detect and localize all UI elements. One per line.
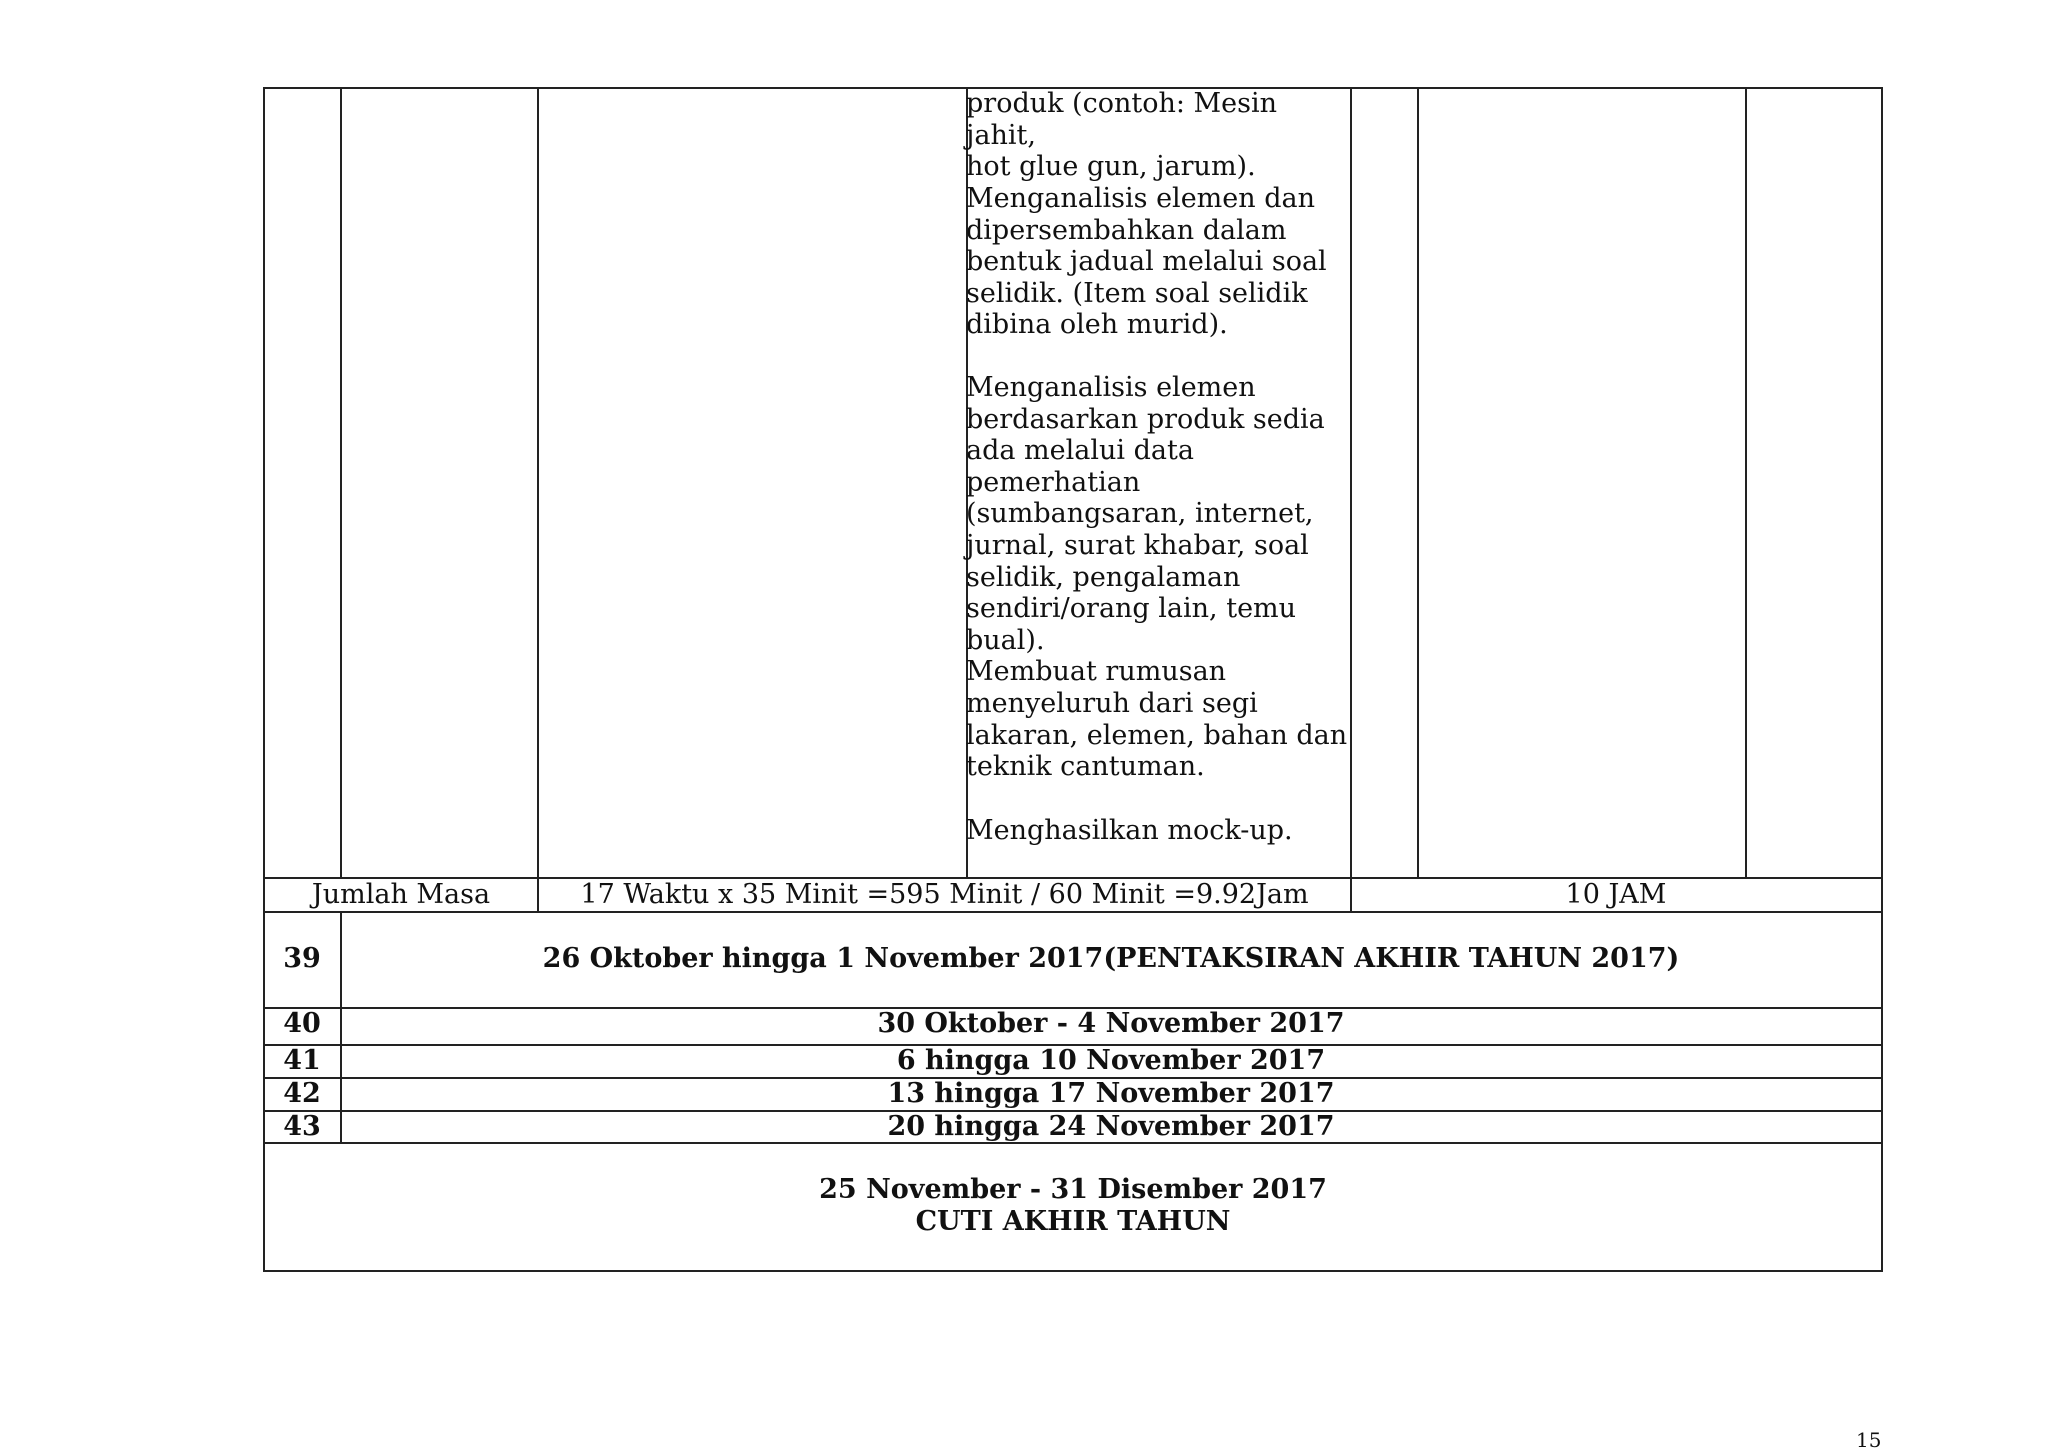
summary-total: 10 JAM [1565, 879, 1667, 910]
week-dates: 26 Oktober hingga 1 November 2017(PENTAKSIRAN AKHIR TAHUN 2017) [542, 943, 1680, 974]
holiday-label: CUTI AKHIR TAHUN [915, 1206, 1231, 1237]
week-dates: 30 Oktober - 4 November 2017 [877, 1008, 1345, 1039]
week-dates: 13 hingga 17 November 2017 [887, 1078, 1335, 1109]
col-divider [1745, 87, 1747, 878]
table-border-bottom [263, 1270, 1883, 1272]
col-divider [1417, 87, 1419, 878]
row-divider [263, 1142, 1883, 1144]
week-number: 41 [283, 1045, 321, 1076]
activity-text-4: Menghasilkan mock-up. [966, 815, 1293, 846]
activity-text-2: Menganalisis elemen dan dipersembahkan dalam bentuk jadual melalui soal selidik. (Item soal selidik dibina oleh murid). [966, 183, 1327, 341]
holiday-dates: 25 November - 31 Disember 2017 [819, 1174, 1327, 1205]
page-number: 15 [1856, 1428, 1882, 1452]
activity-text-3: Menganalisis elemen berdasarkan produk sedia ada melalui data pemerhatian (sumbangsaran, internet, jurnal, surat khabar, soal selidik, pengalaman sendiri/orang lain, temu bual). Membuat rumusan menyeluruh dari segi lakaran, elemen, bahan dan teknik cantuman. [966, 372, 1348, 783]
week-number: 42 [283, 1078, 321, 1109]
activity-text-1: produk (contoh: Mesin jahit, hot glue gun, jarum). [966, 88, 1278, 183]
summary-calculation: 17 Waktu x 35 Minit =595 Minit / 60 Minit =9.92Jam [580, 879, 1309, 910]
col-divider [537, 87, 539, 913]
col-divider [340, 87, 342, 878]
week-number: 43 [283, 1111, 321, 1142]
week-dates: 20 hingga 24 November 2017 [887, 1111, 1335, 1142]
row-divider [263, 911, 1883, 913]
week-number: 39 [283, 943, 321, 974]
week-dates: 6 hingga 10 November 2017 [896, 1045, 1326, 1076]
col-divider [1350, 87, 1352, 913]
summary-label: Jumlah Masa [311, 879, 491, 910]
week-number: 40 [283, 1008, 321, 1039]
